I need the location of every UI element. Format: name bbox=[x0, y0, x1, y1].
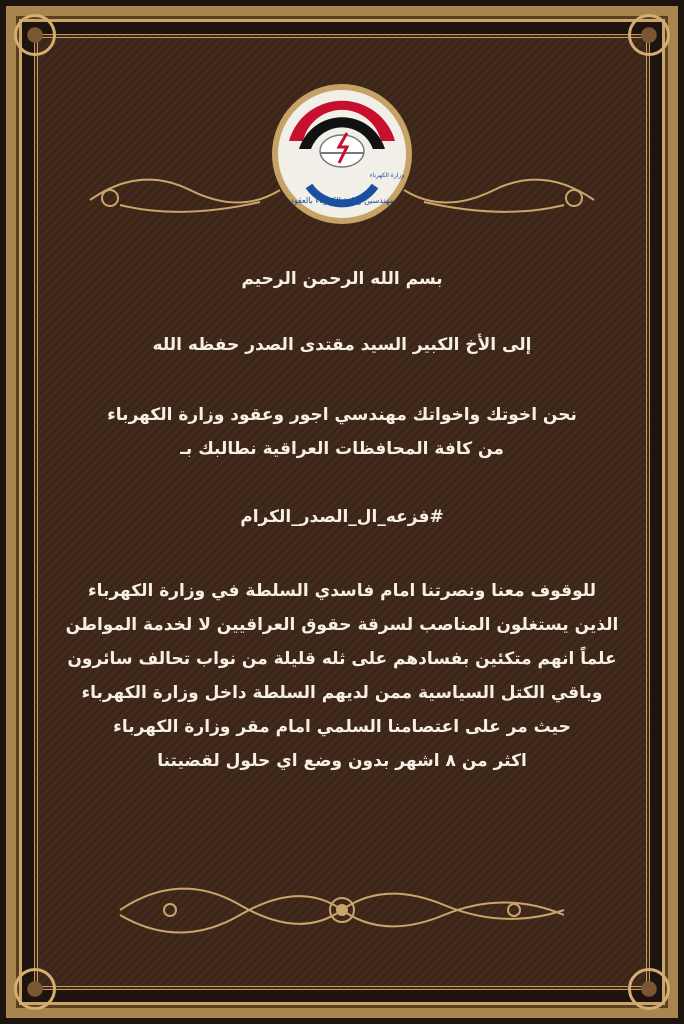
hashtag: #فزعه_ال_الصدر_الكرام bbox=[240, 507, 444, 527]
corner-ornament-bottom-left bbox=[14, 968, 56, 1010]
intro-line-1: نحن اخوتك واخواتك مهندسي اجور وعقود وزارة الكهرباء bbox=[107, 405, 577, 425]
logo-side-text: وزارة الكهرباء bbox=[369, 172, 405, 179]
corner-ornament-top-right bbox=[628, 14, 670, 56]
logo-arc-text: مهندسين وزارة الكهرباء بالعقود bbox=[290, 196, 394, 205]
corner-ornament-bottom-right bbox=[628, 968, 670, 1010]
body-line-3: علماً انهم متكئين بفسادهم على ثله قليلة من نواب تحالف سائرون bbox=[67, 649, 617, 669]
addressee-line: إلى الأخ الكبير السيد مقتدى الصدر حفظه الله bbox=[152, 335, 532, 355]
letter-body bbox=[60, 262, 624, 778]
body-line-4: وباقي الكتل السياسية ممن لديهم السلطة داخل وزارة الكهرباء bbox=[81, 683, 603, 703]
basmala: بسم الله الرحمن الرحيم bbox=[241, 269, 443, 289]
bottom-flourish bbox=[110, 870, 574, 950]
body-line-1: للوقوف معنا ونصرتنا امام فاسدي السلطة في وزارة الكهرباء bbox=[87, 581, 597, 601]
body-line-6: اكثر من ٨ اشهر بدون وضع اي حلول لقضيتنا bbox=[157, 751, 527, 771]
intro-line-2: من كافة المحافظات العراقية نطالبك بـ bbox=[180, 439, 504, 459]
ministry-logo bbox=[269, 81, 415, 227]
body-line-5: حيث مر على اعتصامنا السلمي امام مقر وزارة الكهرباء bbox=[113, 717, 571, 737]
corner-ornament-top-left bbox=[14, 14, 56, 56]
body-line-2: الذين يستغلون المناصب لسرقة حقوق العراقيين لا لخدمة المواطن bbox=[65, 615, 619, 635]
